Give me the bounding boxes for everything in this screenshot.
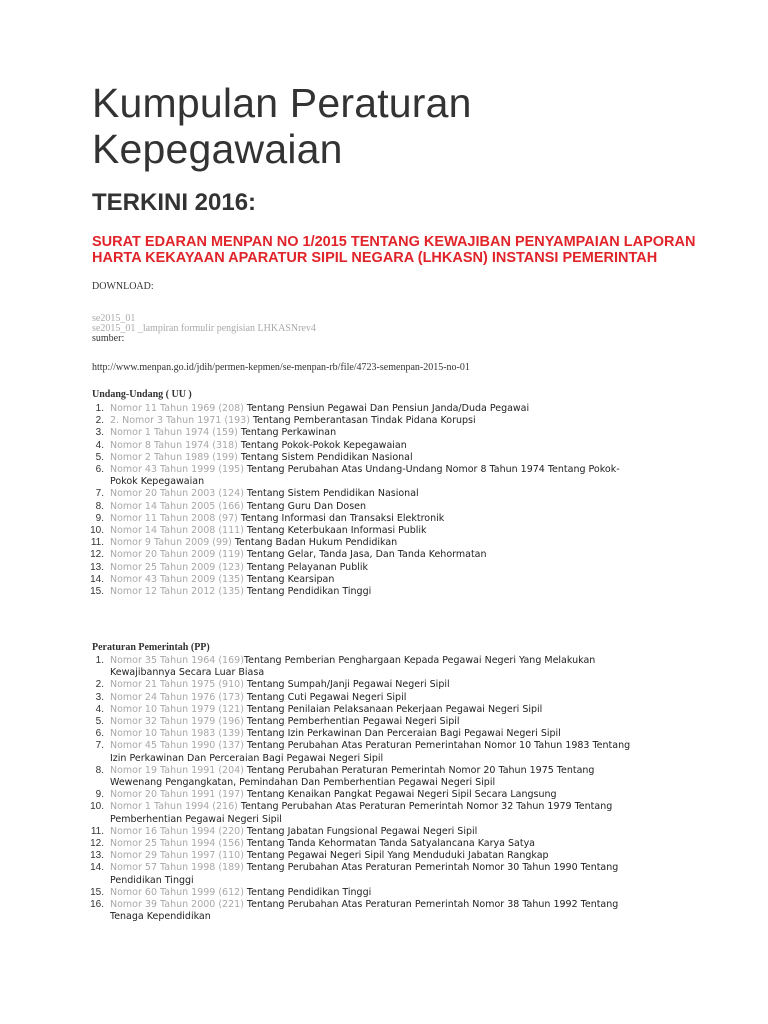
list-item-number: 3. [95, 427, 104, 439]
regulation-description: Tentang Sumpah/Janji Pegawai Negeri Sipil [243, 679, 450, 691]
list-item [84, 801, 644, 825]
regulation-link[interactable]: Nomor 29 Tahun 1997 (110) [110, 850, 244, 862]
list-item [84, 415, 644, 427]
list-item-number: 11. [90, 825, 104, 837]
list-item [84, 704, 644, 716]
list-item-number: 15. [90, 586, 104, 598]
regulation-description: Tentang Informasi dan Transaksi Elektronik [237, 512, 445, 524]
list-item [84, 464, 644, 488]
regulation-link[interactable]: Nomor 25 Tahun 1994 (156) [110, 838, 244, 850]
source-label: sumber: [92, 333, 125, 344]
regulation-description: Tentang Perubahan Atas Peraturan Pemerintahan Nomor 10 Tahun 1983 Tentang Izin Perkawinan Dan Perceraian Bagi Pegawai Negeri Sipil [110, 740, 631, 764]
regulation-description: Tentang Perubahan Atas Undang-Undang Nomor 8 Tahun 1974 Tentang Pokok-Pokok Kepegawaian [110, 464, 620, 488]
regulation-description: Tentang Izin Perkawinan Dan Perceraian Bagi Pegawai Negeri Sipil [243, 728, 561, 740]
regulation-description: Tentang Perkawinan [237, 427, 337, 439]
regulation-description: Tentang Tanda Kehormatan Tanda Satyalancana Karya Satya [243, 838, 536, 850]
list-item-number: 9. [95, 789, 104, 801]
regulation-link[interactable]: Nomor 1 Tahun 1974 (159) [110, 427, 238, 439]
file-link-1[interactable]: se2015_01 [92, 313, 136, 324]
list-item-number: 14. [90, 862, 104, 874]
list-item [84, 728, 644, 740]
list-item-number: 12. [90, 549, 104, 561]
list-item-number: 6. [95, 728, 104, 740]
regulation-description: Tentang Perubahan Atas Peraturan Pemerintah Nomor 30 Tahun 1990 Tentang Pendidikan Tinggi [110, 862, 619, 886]
regulation-description: Tentang Pendidikan Tinggi [243, 586, 372, 598]
list-item [84, 826, 644, 838]
regulation-link[interactable]: Nomor 25 Tahun 2009 (123) [110, 561, 244, 573]
regulation-link[interactable]: Nomor 11 Tahun 1969 (208) [110, 403, 244, 414]
list-item [84, 887, 644, 899]
regulation-description: Tentang Pendidikan Tinggi [243, 886, 372, 898]
regulation-link[interactable]: Nomor 43 Tahun 2009 (135) [110, 573, 244, 585]
list-item-number: 10. [90, 525, 104, 537]
regulation-link[interactable]: Nomor 9 Tahun 2009 (99) [110, 537, 232, 549]
list-item [84, 679, 644, 691]
pp-section-heading: Peraturan Pemerintah (PP) [92, 642, 210, 653]
regulation-description: Tentang Pemberhentian Pegawai Negeri Sipil [243, 716, 460, 728]
list-item [84, 574, 644, 586]
list-item-number: 1. [95, 403, 104, 414]
regulation-description: Tentang Perubahan Peraturan Pemerintah Nomor 20 Tahun 1975 Tentang Wewenang Pengangkatan, Pemindahan Dan Pemberhentian Pegawai Negeri Sipil [110, 764, 595, 789]
regulation-link[interactable]: Nomor 20 Tahun 2003 (124) [110, 488, 244, 500]
regulation-description: Tentang Badan Hukum Pendidikan [231, 537, 398, 549]
list-item-number: 3. [95, 691, 104, 703]
regulation-link[interactable]: Nomor 35 Tahun 1964 (169) [110, 655, 244, 666]
regulation-link[interactable]: Nomor 1 Tahun 1994 (216) [110, 801, 238, 813]
list-item-number: 9. [95, 512, 104, 524]
list-item-number: 4. [95, 439, 104, 451]
regulation-description: Tentang Guru Dan Dosen [243, 500, 367, 512]
regulation-link[interactable]: Nomor 10 Tahun 1979 (121) [110, 703, 244, 715]
uu-section-heading: Undang-Undang ( UU ) [92, 389, 192, 400]
list-item [84, 549, 644, 561]
regulation-description: Tentang Perubahan Atas Peraturan Pemerintah Nomor 38 Tahun 1992 Tentang Tenaga Kependidikan [110, 899, 619, 923]
regulation-link[interactable]: Nomor 16 Tahun 1994 (220) [110, 825, 244, 837]
list-item [84, 440, 644, 452]
list-item [84, 562, 644, 574]
list-item-number: 7. [95, 740, 104, 752]
regulation-description: Tentang Pokok-Pokok Kepegawaian [237, 439, 407, 451]
regulation-description: Tentang Pegawai Negeri Sipil Yang Menduduki Jabatan Rangkap [243, 850, 549, 862]
list-item [84, 513, 644, 525]
page-subtitle: TERKINI 2016: [92, 189, 257, 216]
list-item-number: 5. [95, 451, 104, 463]
list-item-number: 1. [95, 655, 104, 666]
list-item-number: 16. [90, 899, 104, 911]
regulation-link[interactable]: Nomor 8 Tahun 1974 (318) [110, 439, 238, 451]
list-item [84, 427, 644, 439]
regulation-description: Tentang Cuti Pegawai Negeri Sipil [243, 691, 407, 703]
list-item-number: 4. [95, 703, 104, 715]
list-item-number: 10. [90, 801, 104, 813]
list-item [84, 488, 644, 500]
regulation-link[interactable]: Nomor 57 Tahun 1998 (189) [110, 862, 244, 874]
list-item [84, 789, 644, 801]
list-item [84, 525, 644, 537]
regulation-description: Tentang Perubahan Atas Peraturan Pemerintah Nomor 32 Tahun 1979 Tentang Pemberhentian Pegawai Negeri Sipil [110, 801, 613, 825]
regulation-link[interactable]: 2. Nomor 3 Tahun 1971 (193) [110, 415, 250, 427]
regulation-description: Tentang Sistem Pendidikan Nasional [243, 488, 419, 500]
list-item [84, 501, 644, 513]
regulation-link[interactable]: Nomor 19 Tahun 1991 (204) [110, 764, 244, 776]
list-item-number: 15. [90, 886, 104, 898]
list-item [84, 692, 644, 704]
regulation-link[interactable]: Nomor 21 Tahun 1975 (910) [110, 679, 244, 691]
list-item [84, 862, 644, 886]
regulation-description: Tentang Penilaian Pelaksanaan Pekerjaan Pegawai Negeri Sipil [243, 703, 543, 715]
regulation-link[interactable]: Nomor 39 Tahun 2000 (221) [110, 899, 244, 911]
regulation-description: Tentang Gelar, Tanda Jasa, Dan Tanda Kehormatan [243, 549, 487, 561]
regulation-description: Tentang Kearsipan [243, 573, 335, 585]
regulation-link[interactable]: Nomor 14 Tahun 2008 (111) [110, 525, 244, 537]
regulation-description: Tentang Keterbukaan Informasi Publik [243, 525, 427, 537]
list-item [84, 403, 644, 415]
source-url[interactable]: http://www.menpan.go.id/jdih/permen-kepmen/se-menpan-rb/file/4723-semenpan-2015-no-01 [92, 362, 470, 373]
regulation-link[interactable]: Nomor 12 Tahun 2012 (135) [110, 586, 244, 598]
regulation-link[interactable]: Nomor 20 Tahun 2009 (119) [110, 549, 244, 561]
page-title: Kumpulan Peraturan Kepegawaian [92, 80, 472, 172]
uu-list [84, 403, 644, 598]
list-item [84, 838, 644, 850]
regulation-link[interactable]: Nomor 32 Tahun 1979 (196) [110, 716, 244, 728]
list-item-number: 8. [95, 500, 104, 512]
regulation-link[interactable]: Nomor 10 Tahun 1983 (139) [110, 728, 244, 740]
list-item [84, 537, 644, 549]
list-item-number: 2. [95, 679, 104, 691]
list-item [84, 765, 644, 789]
regulation-link[interactable]: Nomor 60 Tahun 1999 (612) [110, 886, 244, 898]
regulation-link[interactable]: Nomor 24 Tahun 1976 (173) [110, 691, 244, 703]
list-item [84, 899, 644, 923]
list-item-number: 6. [95, 464, 104, 476]
list-item-number: 12. [90, 838, 104, 850]
list-item [84, 716, 644, 728]
regulation-link[interactable]: Nomor 11 Tahun 2008 (97) [110, 512, 238, 524]
regulation-description: Tentang Pensiun Pegawai Dan Pensiun Janda/Duda Pegawai [243, 403, 530, 414]
regulation-description: Tentang Pemberantasan Tindak Pidana Korupsi [249, 415, 476, 427]
list-item-number: 13. [90, 850, 104, 862]
list-item-number: 8. [95, 764, 104, 776]
list-item [84, 740, 644, 764]
regulation-description: Tentang Jabatan Fungsional Pegawai Negeri Sipil [243, 825, 478, 837]
list-item-number: 7. [95, 488, 104, 500]
list-item-number: 14. [90, 573, 104, 585]
list-item-number: 5. [95, 716, 104, 728]
list-item [84, 655, 644, 679]
announcement-headline: SURAT EDARAN MENPAN NO 1/2015 TENTANG KEWAJIBAN PENYAMPAIAN LAPORAN HARTA KEKAYAAN APARATUR SIPIL NEGARA (LHKASN) INSTANSI PEMERINTAH [92, 234, 696, 266]
pp-list [84, 655, 644, 923]
download-label: DOWNLOAD: [92, 281, 154, 292]
list-item [84, 850, 644, 862]
regulation-link[interactable]: Nomor 43 Tahun 1999 (195) [110, 464, 244, 476]
list-item [84, 586, 644, 598]
regulation-link[interactable]: Nomor 2 Tahun 1989 (199) [110, 451, 238, 463]
list-item-number: 11. [90, 537, 104, 549]
list-item-number: 13. [90, 561, 104, 573]
list-item [84, 452, 644, 464]
regulation-description: Tentang Sistem Pendidikan Nasional [237, 451, 413, 463]
regulation-link[interactable]: Nomor 20 Tahun 1991 (197) [110, 789, 244, 801]
regulation-description: Tentang Pelayanan Publik [243, 561, 369, 573]
file-link-2[interactable]: se2015_01 _lampiran formulir pengisian LHKASNrev4 [92, 323, 316, 334]
regulation-description: Tentang Kenaikan Pangkat Pegawai Negeri Sipil Secara Langsung [243, 789, 557, 801]
regulation-description: Tentang Pemberian Penghargaan Kepada Pegawai Negeri Yang Melakukan Kewajibannya Secara Luar Biasa [110, 655, 596, 679]
list-item-number: 2. [95, 415, 104, 427]
regulation-link[interactable]: Nomor 45 Tahun 1990 (137) [110, 740, 244, 752]
regulation-link[interactable]: Nomor 14 Tahun 2005 (166) [110, 500, 244, 512]
